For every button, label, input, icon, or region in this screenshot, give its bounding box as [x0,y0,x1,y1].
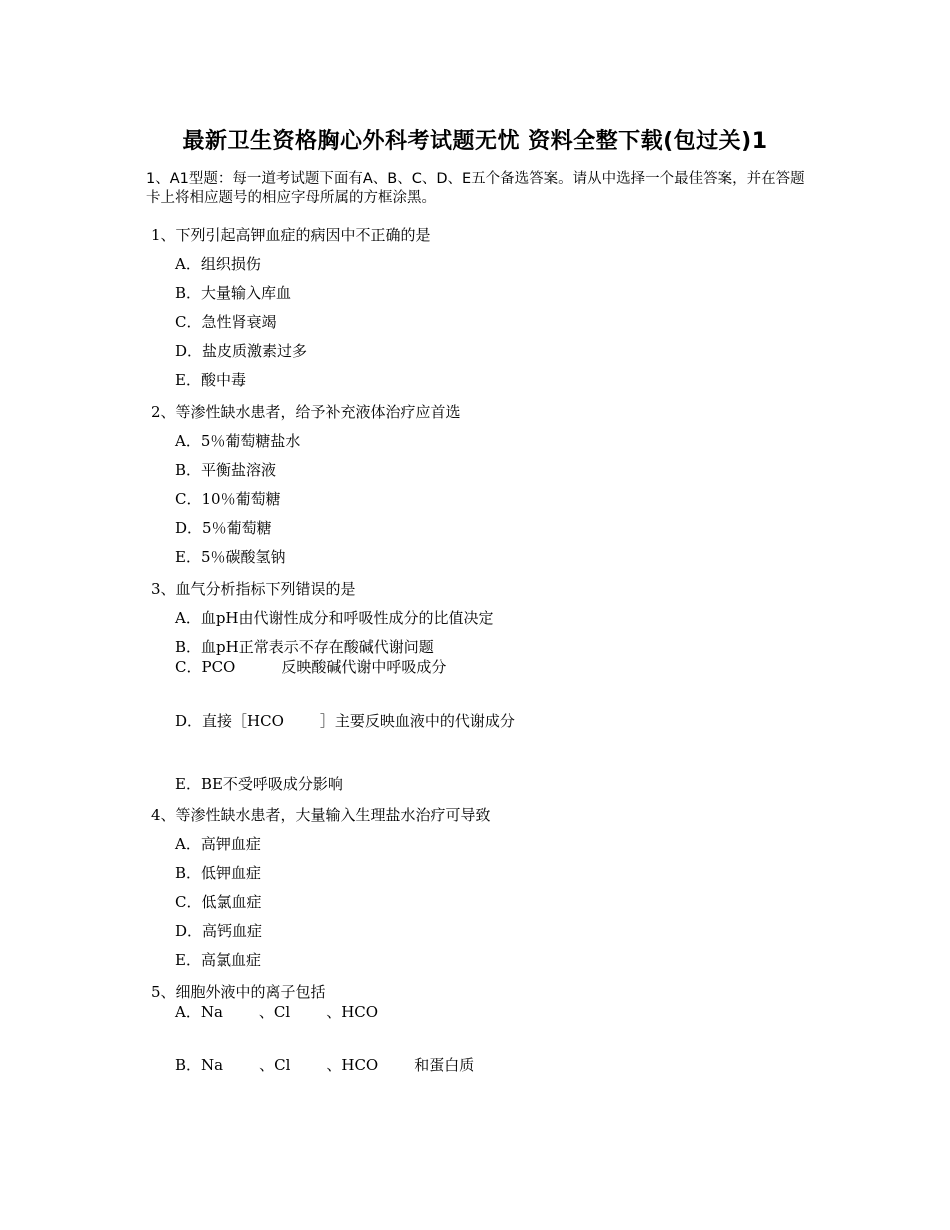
option-4a: A．高钾血症 [175,835,261,853]
option-5a [175,1002,378,1022]
document-title: 最新卫生资格胸心外科考试题无忧 资料全整下载(包过关)1 [182,129,768,154]
option-2c: C．10％葡萄糖 [175,490,281,508]
option-1d: D．盐皮质激素过多 [175,342,308,360]
instructions-paragraph: 1、A1型题：每一道考试题下面有A、B、C、D、E五个备选答案。请从中选择一个最佳答案，并在答题卡上将相应题号的相应字母所属的方框涂黑。 [146,171,805,206]
option-4e: E．高氯血症 [175,951,261,969]
option-1c: C．急性肾衰竭 [175,313,277,331]
option-5b [175,1055,474,1075]
option-2a: A．5％葡萄糖盐水 [175,432,301,450]
question-4: 4、等渗性缺水患者，大量输入生理盐水治疗可导致 [151,806,491,824]
option-3a: A．血pH由代谢性成分和呼吸性成分的比值决定 [175,609,494,627]
option-3c [175,657,446,677]
option-3c-part2: 反映酸碱代谢中呼吸成分 [281,658,447,676]
option-1a: A．组织损伤 [175,255,261,273]
option-2b: B．平衡盐溶液 [175,461,277,479]
option-5b-part2: 、Cl [259,1056,291,1074]
option-4c: C．低氯血症 [175,893,262,911]
option-3e: E．BE不受呼吸成分影响 [175,775,343,793]
option-1e: E．酸中毒 [175,371,246,389]
option-5b-part3: 、HCO [326,1056,379,1074]
option-3d-part2: ］主要反映血液中的代谢成分 [319,712,515,730]
option-5b-part1: B．Na [175,1056,224,1074]
option-4b: B．低钾血症 [175,864,262,882]
option-3d [175,711,515,731]
option-5a-part2: 、Cl [258,1003,291,1021]
question-3: 3、血气分析指标下列错误的是 [151,580,356,598]
option-3c-part1: C．PCO [175,658,236,676]
option-3d-part1: D．直接［HCO [175,712,284,730]
option-3b: B．血pH正常表示不存在酸碱代谢问题 [175,638,434,656]
question-5: 5、细胞外液中的离子包括 [151,983,326,1001]
question-2: 2、等渗性缺水患者，给予补充液体治疗应首选 [151,403,461,421]
question-1: 1、下列引起高钾血症的病因中不正确的是 [151,226,431,244]
option-2e: E．5％碳酸氢钠 [175,548,286,566]
option-2d: D．5％葡萄糖 [175,519,272,537]
option-5a-part1: A．Na [175,1003,223,1021]
option-1b: B．大量输入库血 [175,284,292,302]
option-5b-part4: 和蛋白质 [414,1056,475,1074]
option-5a-part3: 、HCO [326,1003,379,1021]
option-4d: D．高钙血症 [175,922,263,940]
